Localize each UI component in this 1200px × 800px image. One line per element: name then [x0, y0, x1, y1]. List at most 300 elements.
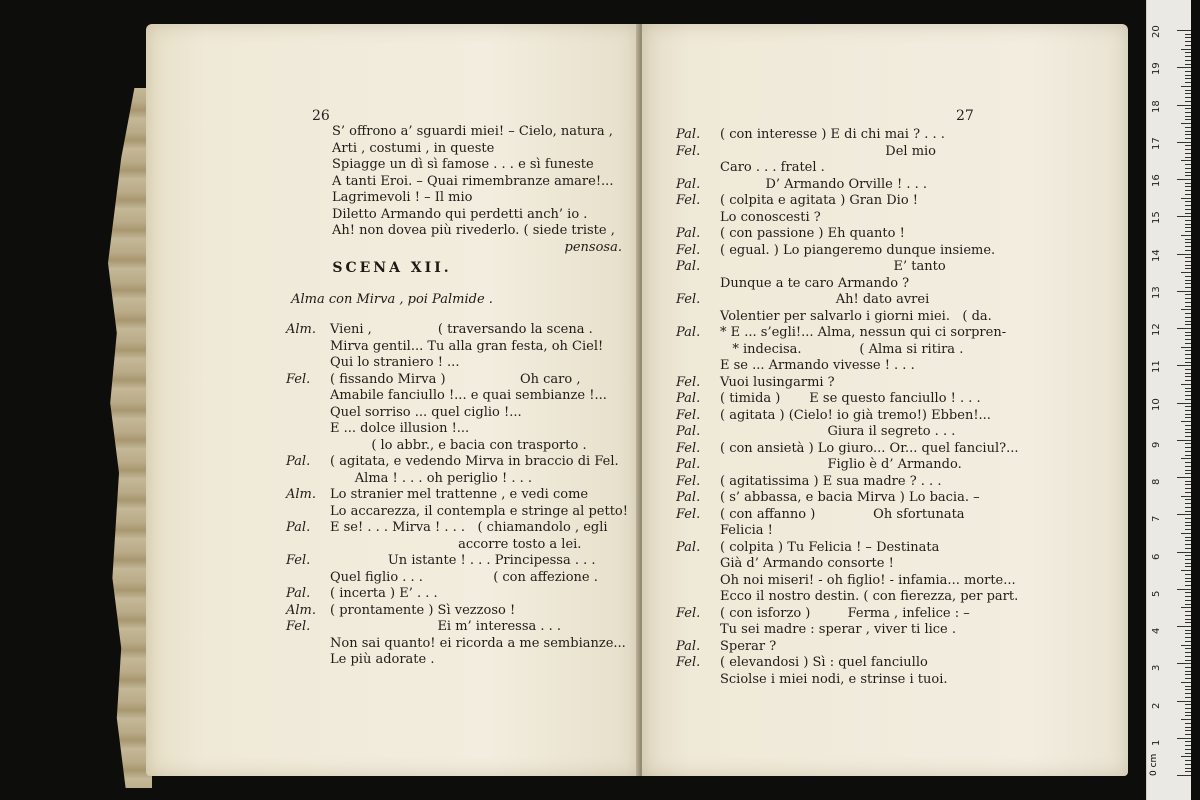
ruler-tick	[1181, 123, 1191, 124]
ruler-tick	[1185, 511, 1191, 512]
speaker-label	[676, 358, 720, 375]
ruler-tick	[1185, 298, 1191, 299]
ruler-tick	[1185, 615, 1191, 616]
dialogue-text: ( con interesse ) E di chi mai ? . . .	[720, 127, 945, 142]
dialogue-text: Ei m’ interessa . . .	[330, 619, 562, 634]
ruler-tick	[1185, 205, 1191, 206]
speaker-label: Pal.	[676, 539, 701, 555]
dialogue-line	[676, 193, 1106, 210]
dialogue-line	[676, 490, 1106, 507]
ruler-tick	[1185, 343, 1191, 344]
ruler-tick	[1177, 738, 1191, 739]
ruler-tick	[1185, 250, 1191, 251]
ruler-tick	[1185, 220, 1191, 221]
ruler-tick	[1185, 41, 1191, 42]
ruler-tick	[1177, 552, 1191, 553]
ruler-tick	[1185, 559, 1191, 560]
dialogue-text: Tu sei madre : sperar , viver ti lice .	[720, 622, 956, 637]
ruler-tick	[1185, 443, 1191, 444]
dialogue-text: ( con passione ) Eh quanto !	[720, 226, 905, 241]
ruler-tick	[1185, 339, 1191, 340]
ruler-number: 7	[1151, 515, 1162, 523]
ruler-tick	[1185, 574, 1191, 575]
ruler-tick	[1185, 466, 1191, 467]
ruler-tick	[1185, 391, 1191, 392]
dialogue-text: ( colpita e agitata ) Gran Dio !	[720, 193, 919, 208]
dialogue-text: Figlio è d’ Armando.	[720, 457, 962, 472]
ruler-tick	[1181, 458, 1191, 459]
ruler-number: 10	[1151, 397, 1162, 411]
dialogue-line	[286, 405, 631, 422]
ruler-tick	[1185, 436, 1191, 437]
speaker-label: Pal.	[286, 520, 311, 535]
ruler-tick	[1185, 764, 1191, 765]
dialogue-line	[676, 309, 1106, 326]
dialogue-line	[676, 573, 1106, 590]
dialogue-text: Già d’ Armando consorte !	[720, 556, 894, 571]
ruler-tick	[1185, 37, 1191, 38]
speaker-label: Pal.	[676, 457, 701, 472]
dialogue-line	[676, 177, 1106, 194]
dialogue-text: E se ... Armando vivesse ! . . .	[720, 358, 915, 373]
right-dialogue	[676, 127, 1106, 688]
dialogue-line	[286, 322, 631, 339]
ruler-tick	[1185, 525, 1191, 526]
dialogue-text: Dunque a te caro Armando ?	[720, 275, 910, 291]
speaker-label	[676, 342, 720, 359]
ruler-tick	[1185, 715, 1191, 716]
ruler-tick	[1185, 760, 1191, 761]
ruler-tick	[1185, 730, 1191, 731]
ruler-tick	[1177, 179, 1191, 180]
dialogue-text: Quel figlio . . . ( con affezione .	[330, 569, 598, 585]
ruler-tick	[1177, 67, 1191, 68]
ruler-tick	[1185, 324, 1191, 325]
dialogue-text: Alma ! . . . oh periglio ! . . .	[330, 470, 533, 486]
dialogue-text: ( s’ abbassa, e bacia Mirva ) Lo bacia. –	[720, 490, 980, 505]
speaker-label	[286, 421, 330, 438]
speaker-label: Pal.	[676, 127, 701, 142]
ruler-tick	[1185, 455, 1191, 456]
dialogue-line	[286, 372, 631, 389]
ruler-tick	[1185, 194, 1191, 195]
ruler-tick	[1185, 362, 1191, 363]
ruler-tick	[1185, 693, 1191, 694]
ruler-tick	[1185, 231, 1191, 232]
speaker-label	[286, 570, 330, 587]
ruler-tick	[1185, 213, 1191, 214]
ruler-tick	[1177, 589, 1191, 590]
speaker-label: Fel.	[676, 440, 701, 456]
ruler-tick	[1185, 771, 1191, 772]
dialogue-text: * E ... s’egli!... Alma, nessun qui ci sorpren-	[720, 325, 1007, 340]
dialogue-text: Non sai quanto! ei ricorda a me sembianze...	[330, 635, 626, 651]
speaker-label: Pal.	[676, 325, 701, 340]
ruler-tick	[1185, 749, 1191, 750]
speaker-label	[286, 471, 330, 488]
dialogue-text: Caro . . . fratel .	[720, 160, 825, 175]
ruler-tick	[1185, 656, 1191, 657]
ruler-tick	[1185, 138, 1191, 139]
dialogue-text: ( lo abbr., e bacia con trasporto .	[330, 437, 587, 453]
ruler-tick	[1185, 119, 1191, 120]
ruler-tick	[1181, 719, 1191, 720]
ruler-tick	[1185, 488, 1191, 489]
dialogue-line	[676, 655, 1106, 672]
ruler-tick	[1185, 294, 1191, 295]
scene-subtitle: Alma con Mirva , poi Palmide .	[291, 292, 493, 307]
ruler-tick	[1181, 533, 1191, 534]
dialogue-line	[676, 375, 1106, 392]
ruler-tick	[1185, 60, 1191, 61]
speaker-label: Pal.	[676, 391, 701, 406]
ruler-tick	[1185, 484, 1191, 485]
ruler-tick	[1177, 403, 1191, 404]
dialogue-text: ( incerta ) E’ . . .	[330, 586, 438, 601]
dialogue-line	[676, 259, 1106, 276]
ruler-tick	[1185, 127, 1191, 128]
ruler-number: 20	[1151, 25, 1162, 38]
dialogue-text: ( prontamente ) Sì vezzoso !	[330, 602, 516, 618]
dialogue-line	[676, 408, 1106, 425]
text-line: Diletto Armando qui perdetti anch’ io .	[332, 206, 588, 222]
ruler-tick	[1185, 585, 1191, 586]
ruler-tick	[1185, 581, 1191, 582]
dialogue-text: ( timida ) E se questo fanciullo ! . . .	[720, 391, 981, 406]
ruler-tick	[1185, 388, 1191, 389]
ruler-tick	[1185, 224, 1191, 225]
ruler-tick	[1185, 149, 1191, 150]
ruler-tick	[1185, 52, 1191, 53]
dialogue-line	[676, 606, 1106, 623]
dialogue-line	[676, 474, 1106, 491]
ruler-tick	[1185, 451, 1191, 452]
dialogue-line	[676, 276, 1106, 293]
ruler-tick	[1185, 209, 1191, 210]
dialogue-line	[286, 471, 631, 488]
dialogue-line	[286, 487, 631, 504]
dialogue-line	[676, 424, 1106, 441]
speaker-label: Pal.	[286, 586, 311, 601]
dialogue-line	[676, 391, 1106, 408]
text-line: S’ offrono a’ sguardi miei! – Cielo, natura ,	[332, 124, 613, 139]
speaker-label: Alm.	[286, 487, 317, 502]
ruler-tick	[1185, 633, 1191, 634]
ruler-tick	[1177, 626, 1191, 627]
dialogue-text: Lo accarezza, il contempla e stringe al petto!	[330, 503, 628, 519]
ruler-tick	[1185, 473, 1191, 474]
ruler-tick	[1185, 395, 1191, 396]
ruler-tick	[1185, 64, 1191, 65]
ruler-tick	[1185, 641, 1191, 642]
speaker-label	[286, 355, 330, 372]
dialogue-text: ( egual. ) Lo piangeremo dunque insieme.	[720, 242, 996, 258]
ruler-unit-label: 0 cm	[1149, 753, 1159, 776]
ruler-tick	[1185, 164, 1191, 165]
speaker-label: Fel.	[676, 292, 701, 307]
ruler-tick	[1185, 168, 1191, 169]
dialogue-text: ( agitata ) (Cielo! io già tremo!) Ebben!...	[720, 407, 991, 423]
dialogue-line	[286, 438, 631, 455]
dialogue-line	[676, 639, 1106, 656]
right-page	[642, 24, 1128, 776]
ruler-tick	[1185, 261, 1191, 262]
speaker-label: Fel.	[676, 143, 701, 159]
ruler-number: 6	[1151, 553, 1162, 560]
ruler-number: 9	[1151, 441, 1162, 448]
speaker-label	[676, 622, 720, 639]
ruler-number: 5	[1151, 590, 1162, 597]
dialogue-text: Volentier per salvarlo i giorni miei. ( da.	[720, 308, 992, 324]
dialogue-text: E ... dolce illusion !...	[330, 421, 470, 436]
dialogue-line	[286, 619, 631, 636]
ruler-tick	[1185, 399, 1191, 400]
ruler-tick	[1185, 45, 1191, 46]
ruler-tick	[1185, 578, 1191, 579]
scene-title: SCENA XII.	[332, 260, 452, 276]
text-line: Arti , costumi , in queste	[332, 140, 495, 156]
ruler-tick	[1185, 265, 1191, 266]
ruler-tick	[1185, 75, 1191, 76]
dialogue-text: E se! . . . Mirva ! . . . ( chiamandolo , egli	[330, 520, 608, 535]
ruler-tick	[1185, 652, 1191, 653]
ruler-tick	[1185, 667, 1191, 668]
ruler-tick	[1185, 172, 1191, 173]
dialogue-text: Ecco il nostro destin. ( con fierezza, per part.	[720, 589, 1019, 604]
ruler-number: 1	[1151, 739, 1162, 746]
speaker-label: Alm.	[286, 602, 317, 618]
ruler-tick	[1185, 708, 1191, 709]
speaker-label: Fel.	[286, 553, 311, 568]
ruler-tick	[1185, 671, 1191, 672]
dialogue-line	[286, 454, 631, 471]
ruler-tick	[1185, 712, 1191, 713]
dialogue-text: ( con ansietà ) Lo giuro... Or... quel fanciul?...	[720, 440, 1019, 456]
ruler-tick	[1185, 417, 1191, 418]
ruler-tick	[1185, 157, 1191, 158]
ruler-tick	[1185, 432, 1191, 433]
ruler-tick	[1185, 604, 1191, 605]
ruler-tick	[1185, 518, 1191, 519]
ruler-tick	[1185, 745, 1191, 746]
dialogue-text: Sciolse i miei nodi, e strinse i tuoi.	[720, 671, 948, 687]
ruler-tick	[1185, 503, 1191, 504]
ruler-tick	[1177, 701, 1191, 702]
ruler-tick	[1185, 332, 1191, 333]
ruler-tick	[1185, 268, 1191, 269]
ruler-tick	[1185, 678, 1191, 679]
ruler-tick	[1181, 86, 1191, 87]
intro-text	[332, 124, 622, 256]
ruler-tick	[1185, 93, 1191, 94]
dialogue-text: ( fissando Mirva ) Oh caro ,	[330, 371, 581, 387]
ruler-tick	[1177, 328, 1191, 329]
dialogue-line	[676, 243, 1106, 260]
dialogue-text: Le più adorate .	[330, 652, 435, 667]
ruler-tick	[1181, 235, 1191, 236]
ruler-tick	[1185, 481, 1191, 482]
ruler-tick	[1185, 410, 1191, 411]
dialogue-line	[286, 537, 631, 554]
ruler-tick	[1185, 563, 1191, 564]
ruler-tick	[1185, 201, 1191, 202]
ruler-tick	[1177, 440, 1191, 441]
ruler-number: 18	[1151, 99, 1162, 113]
ruler-tick	[1185, 317, 1191, 318]
dialogue-line	[286, 504, 631, 521]
dialogue-line	[286, 520, 631, 537]
dialogue-text: E’ tanto	[720, 259, 946, 274]
ruler-tick	[1185, 335, 1191, 336]
ruler-tick	[1185, 257, 1191, 258]
speaker-label: Pal.	[676, 176, 701, 192]
dialogue-text: ( agitata, e vedendo Mirva in braccio di Fel.	[330, 454, 619, 469]
dialogue-line	[676, 441, 1106, 458]
speaker-label	[286, 504, 330, 521]
speaker-label: Pal.	[286, 454, 311, 469]
ruler-tick	[1177, 291, 1191, 292]
ruler-tick	[1177, 514, 1191, 515]
ruler-tick	[1177, 142, 1191, 143]
ruler-tick	[1185, 704, 1191, 705]
ruler-tick	[1185, 637, 1191, 638]
ruler-tick	[1181, 49, 1191, 50]
ruler-tick	[1185, 630, 1191, 631]
ruler-tick	[1185, 414, 1191, 415]
dialogue-line	[286, 388, 631, 405]
ruler-number: 11	[1151, 360, 1162, 374]
ruler-tick	[1185, 369, 1191, 370]
text-line: pensosa.	[564, 239, 622, 255]
ruler-tick	[1181, 607, 1191, 608]
dialogue-line	[286, 421, 631, 438]
ruler-tick	[1185, 447, 1191, 448]
speaker-label: Alm.	[286, 322, 317, 337]
ruler-tick	[1185, 354, 1191, 355]
ruler-number: 19	[1151, 62, 1162, 76]
dialogue-text: Amabile fanciullo !... e quai sembianze !...	[330, 388, 607, 403]
dialogue-text: Vuoi lusingarmi ?	[720, 374, 835, 390]
text-line: Ah! non dovea più rivederlo. ( siede triste ,	[332, 223, 615, 238]
ruler-tick	[1185, 425, 1191, 426]
speaker-label: Fel.	[286, 619, 311, 634]
ruler-tick	[1185, 56, 1191, 57]
ruler-tick	[1185, 246, 1191, 247]
speaker-label	[676, 672, 720, 689]
dialogue-text: ( elevandosi ) Sì : quel fanciullo	[720, 655, 928, 670]
speaker-label: Fel.	[676, 473, 701, 489]
dialogue-text: D’ Armando Orville ! . . .	[720, 176, 928, 192]
speaker-label: Fel.	[676, 655, 701, 670]
ruler-tick	[1185, 186, 1191, 187]
ruler-tick	[1181, 160, 1191, 161]
dialogue-line	[676, 358, 1106, 375]
dialogue-text: Quel sorriso ... quel ciglio !...	[330, 404, 522, 420]
text-line: A tanti Eroi. – Quai rimembranze amare!...	[332, 173, 614, 189]
ruler-tick	[1185, 376, 1191, 377]
ruler-tick	[1177, 30, 1191, 31]
ruler-tick	[1185, 302, 1191, 303]
ruler-number: 17	[1151, 137, 1162, 150]
ruler-tick	[1185, 753, 1191, 754]
ruler-tick	[1181, 272, 1191, 273]
ruler-tick	[1181, 309, 1191, 310]
ruler-tick	[1185, 175, 1191, 176]
ruler-tick	[1185, 276, 1191, 277]
ruler-tick	[1185, 131, 1191, 132]
dialogue-text: ( agitatissima ) E sua madre ? . . .	[720, 473, 942, 489]
ruler-tick	[1185, 660, 1191, 661]
ruler-tick	[1181, 347, 1191, 348]
ruler-tick	[1185, 540, 1191, 541]
ruler-tick	[1185, 97, 1191, 98]
dialogue-text: Giura il segreto . . .	[720, 424, 956, 439]
dialogue-text: Mirva gentil... Tu alla gran festa, oh Ciel!	[330, 338, 604, 354]
book	[108, 24, 1128, 776]
dialogue-line	[676, 540, 1106, 557]
ruler-tick	[1185, 112, 1191, 113]
ruler-tick	[1185, 507, 1191, 508]
ruler-tick	[1177, 254, 1191, 255]
dialogue-line	[676, 457, 1106, 474]
dialogue-line	[676, 292, 1106, 309]
dialogue-line	[676, 144, 1106, 161]
dialogue-text: Oh noi miseri! - oh figlio! - infamia... morte...	[720, 572, 1016, 588]
dialogue-line	[286, 553, 631, 570]
ruler-tick	[1181, 198, 1191, 199]
ruler-tick	[1177, 365, 1191, 366]
speaker-label: Pal.	[676, 490, 701, 505]
ruler-tick	[1185, 600, 1191, 601]
ruler-number: 4	[1151, 627, 1162, 634]
ruler-tick	[1181, 570, 1191, 571]
speaker-label	[676, 556, 720, 573]
dialogue-line	[286, 586, 631, 603]
speaker-label	[286, 405, 330, 422]
ruler-tick	[1181, 682, 1191, 683]
ruler-number: 8	[1151, 478, 1162, 485]
dialogue-line	[286, 355, 631, 372]
page-number-left: 26	[312, 108, 330, 124]
ruler-tick	[1185, 190, 1191, 191]
ruler-number: 14	[1151, 248, 1162, 262]
speaker-label	[286, 537, 330, 554]
ruler-tick	[1185, 529, 1191, 530]
dialogue-text: Lo conoscesti ?	[720, 209, 821, 225]
ruler-tick	[1185, 134, 1191, 135]
dialogue-text: Sperar ?	[720, 638, 777, 654]
ruler-number: 15	[1151, 211, 1162, 225]
left-page	[146, 24, 638, 776]
speaker-label: Fel.	[676, 193, 701, 208]
ruler-tick	[1185, 82, 1191, 83]
ruler-tick	[1185, 280, 1191, 281]
ruler-tick	[1185, 462, 1191, 463]
speaker-label	[676, 309, 720, 326]
speaker-label: Fel.	[676, 605, 701, 621]
ruler-tick	[1181, 645, 1191, 646]
ruler-tick	[1177, 216, 1191, 217]
dialogue-text: Felicia !	[720, 523, 773, 538]
ruler-tick	[1185, 522, 1191, 523]
speaker-label: Pal.	[676, 638, 701, 654]
ruler-tick	[1185, 90, 1191, 91]
ruler-tick	[1185, 71, 1191, 72]
ruler-tick	[1177, 663, 1191, 664]
ruler-tick	[1177, 775, 1191, 776]
ruler-tick	[1185, 321, 1191, 322]
speaker-label: Pal.	[676, 226, 701, 241]
